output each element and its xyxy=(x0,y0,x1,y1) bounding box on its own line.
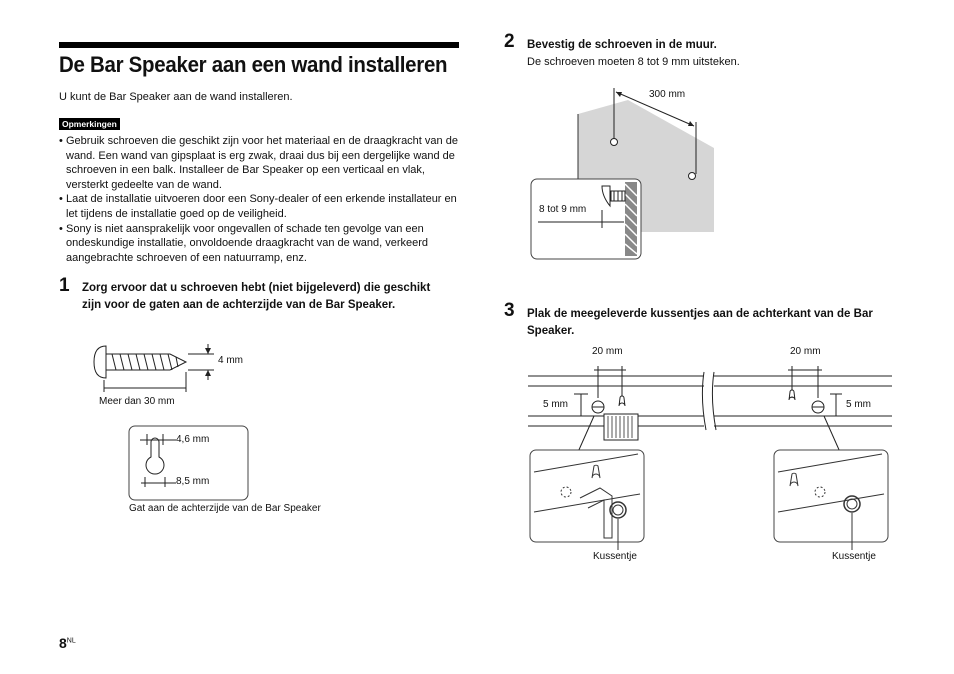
step-3-number: 3 xyxy=(504,300,515,321)
screw-length-label: Meer dan 30 mm xyxy=(99,396,175,407)
step-2-text: Bevestig de schroeven in de muur. xyxy=(527,39,717,51)
notes-list xyxy=(59,134,459,265)
screw-diameter-label: 4 mm xyxy=(218,355,243,366)
left-pad-label: Kussentje xyxy=(593,551,637,562)
hole-top-label: 4,6 mm xyxy=(176,434,210,445)
screw-spacing-label: 300 mm xyxy=(649,89,686,100)
step-1-number: 1 xyxy=(59,275,70,296)
step-1-text: Zorg ervoor dat u schroeven hebt (niet bijgeleverd) die geschikt zijn voor de gaten aan de achterzijde van de Bar Speaker. xyxy=(82,282,431,311)
page-title: De Bar Speaker aan een wand installeren xyxy=(59,52,448,77)
page-number: $8^{NL}$ xyxy=(59,635,76,651)
step-3-text: Plak de meegeleverde kussentjes aan de achterkant van de Bar Speaker. xyxy=(527,308,873,337)
step-2-subtext: De schroeven moeten 8 tot 9 mm uitsteken. xyxy=(527,56,740,68)
wall-diagram xyxy=(528,82,718,262)
left-horizontal-label: 20 mm xyxy=(592,346,623,357)
note-item: • Sony is niet aansprakelijk voor ongevallen of schade ten gevolge van een ondeskundige installatie, onvoldoende draagkracht van de wand, verkeerd aangebrachte schroeven of een natuurramp, enz. xyxy=(59,222,459,266)
right-pad-label: Kussentje xyxy=(832,551,876,562)
note-item: • Laat de installatie uitvoeren door een Sony-dealer of een erkende installateur en let tijdens de installatie goed op de veiligheid. xyxy=(59,192,459,221)
hole-bottom-label: 8,5 mm xyxy=(176,476,210,487)
protrude-label: 8 tot 9 mm xyxy=(539,204,587,215)
right-horizontal-label: 20 mm xyxy=(790,346,821,357)
left-vertical-label: 5 mm xyxy=(543,399,568,410)
right-vertical-label: 5 mm xyxy=(846,399,871,410)
notes-badge: Opmerkingen xyxy=(59,118,120,130)
intro-text: U kunt de Bar Speaker aan de wand installeren. xyxy=(59,91,293,103)
screw-diagram xyxy=(90,340,270,420)
note-item: • Gebruik schroeven die geschikt zijn voor het materiaal en de draagkracht van de wand. Een wand van gipsplaat is erg zwak, draai dus bij een dergelijke wand de schroeven in een balk. Installeer de Bar Speaker op een verticaal en vlak, versterkt gedeelte van de wand. xyxy=(59,134,459,192)
title-rule xyxy=(59,42,459,48)
hole-caption: Gat aan de achterzijde van de Bar Speaker xyxy=(129,503,321,514)
cushion-diagram xyxy=(528,358,894,568)
step-2-number: 2 xyxy=(504,31,515,52)
